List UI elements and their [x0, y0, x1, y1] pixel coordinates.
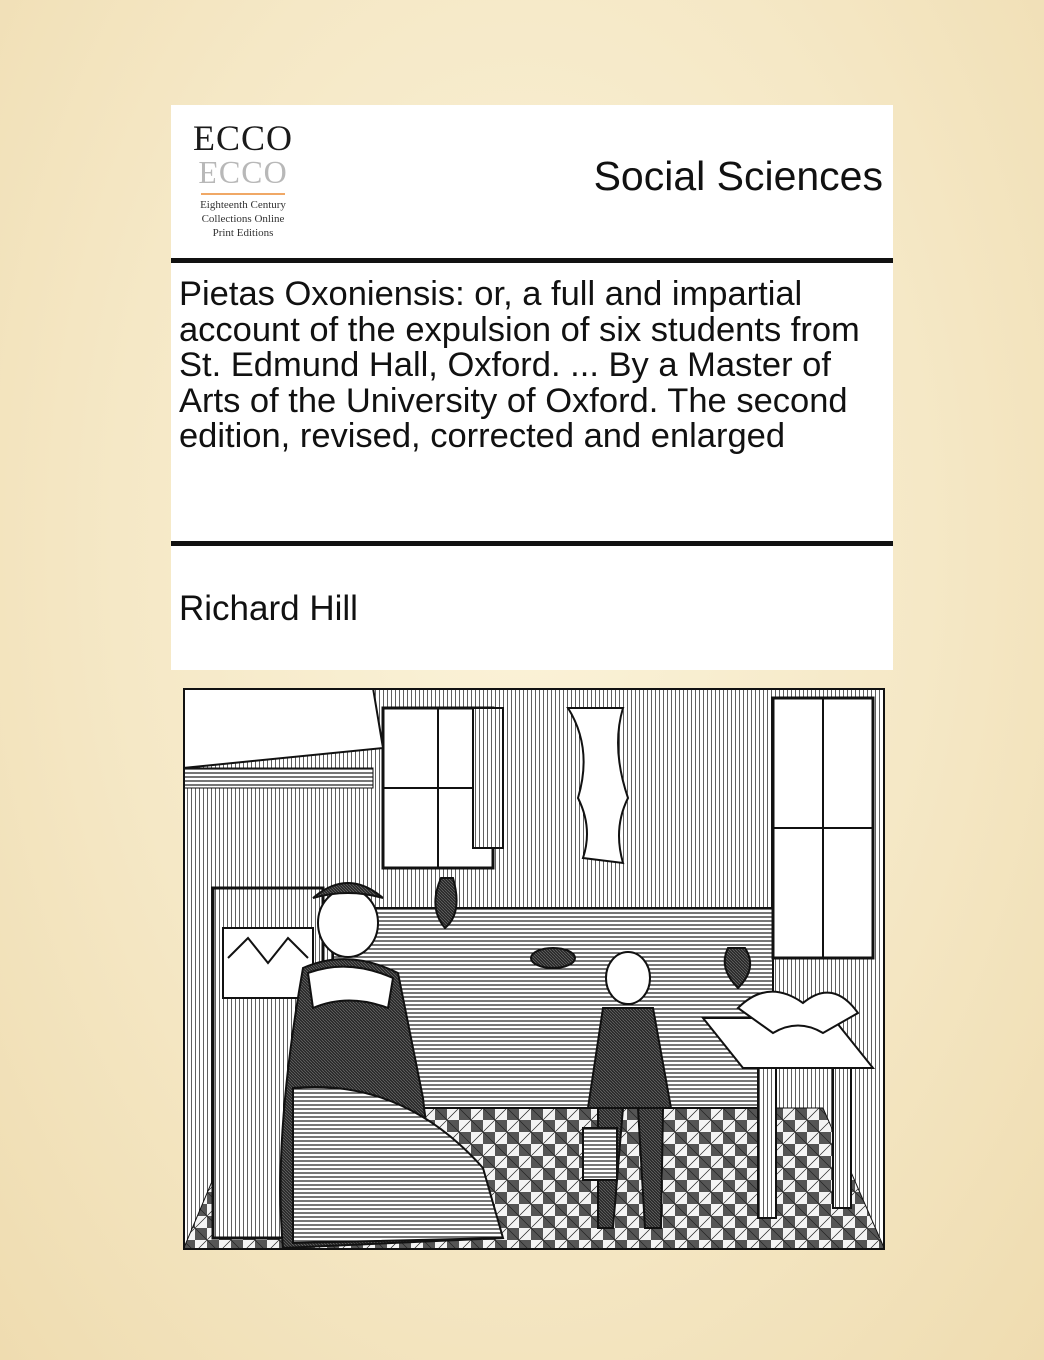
logo-line-2: Collections Online: [201, 213, 285, 225]
logo-rule: [201, 193, 285, 195]
bottom-divider: [171, 541, 893, 546]
book-author: Richard Hill: [179, 589, 358, 628]
ecco-logo: [187, 117, 299, 243]
engraving-scholar-interior-icon: [183, 688, 885, 1250]
logo-line-1: Eighteenth Century: [200, 199, 286, 211]
top-divider: [171, 258, 893, 263]
series-label: Social Sciences: [593, 153, 883, 199]
book-title: Pietas Oxoniensis: or, a full and impartial account of the expulsion of six students from St. Edmund Hall, Oxford. ... By a Master of Arts of the University of Oxford. The second edition, revised, corrected and enlarged: [179, 275, 860, 455]
cover-panel: [171, 105, 893, 670]
logo-mark-bottom: ECCO: [198, 155, 288, 191]
logo-line-3: Print Editions: [212, 227, 274, 239]
logo-mark-top: ECCO: [192, 118, 293, 158]
